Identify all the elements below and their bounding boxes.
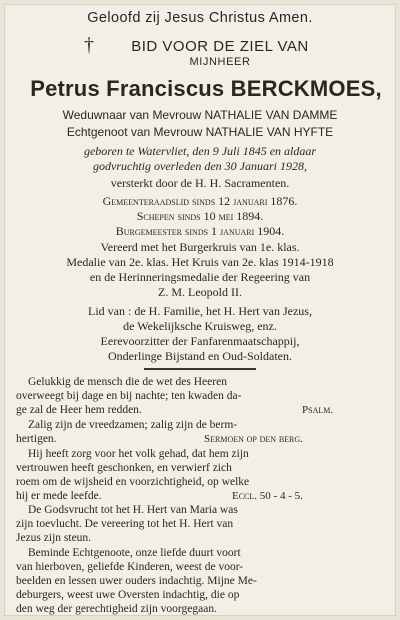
text-line: beelden en lessen uwer ouders indachtig. Mijne Me- xyxy=(16,575,257,587)
birth-line: geboren te Watervliet, den 9 Juli 1845 en aldaar xyxy=(83,144,317,158)
membership-line: Eerevoorzitter der Fanfarenmaatschappij, xyxy=(100,334,300,348)
citation: Eccl. 50 - 4 - 5. xyxy=(232,490,303,502)
honour-line: Z. M. Leopold II. xyxy=(158,285,242,299)
text-line: De Godsvrucht tot het H. Hert van Maria was xyxy=(28,504,238,516)
cross-icon: † xyxy=(84,34,94,56)
office-line: Burgemeester sinds 1 januari 1904. xyxy=(115,224,285,238)
text-line: zijn toevlucht. De vereering tot het H. Hert van xyxy=(16,518,234,530)
text-line: hertigen. xyxy=(16,433,57,445)
spouse-first: Weduwnaar van Mevrouw NATHALIE VAN DAMME xyxy=(62,108,338,122)
honour-line: en de Herinneringsmedalie der Regeering van xyxy=(89,270,311,284)
text-line: Gelukkig de mensch die de wet des Heeren xyxy=(28,376,227,388)
text-line: vertrouwen heeft geschonken, en verwierf zich xyxy=(16,462,232,474)
office-line: Schepen sinds 10 mei 1894. xyxy=(136,209,264,223)
text-line: hij er mede leefde. xyxy=(16,490,102,502)
text-line: van hierboven, geliefde Kinderen, weest de voor- xyxy=(16,561,244,573)
text-line: deburgers, weest uwe Oversten indachtig, die op xyxy=(16,589,240,601)
text-line: Jezus zijn steun. xyxy=(16,532,92,544)
membership-line: de Wekelijksche Kruisweg, enz. xyxy=(123,319,277,333)
text-line: Hij heeft zorg voor het volk gehad, dat hem zijn xyxy=(28,448,249,460)
memorial-card xyxy=(4,4,396,616)
text-line: ge zal de Heer hem redden. xyxy=(16,404,142,416)
text-line: overweegt bij dage en bij nachte; ten kwaden da- xyxy=(16,390,242,402)
spouse-second: Echtgenoot van Mevrouw NATHALIE VAN HYFTE xyxy=(66,125,334,139)
sacraments-line: versterkt door de H. H. Sacramenten. xyxy=(110,176,290,190)
citation: Psalm. xyxy=(302,404,334,416)
death-line: godvruchtig overleden den 30 Januari 1928, xyxy=(93,159,307,173)
deceased-name: Petrus Franciscus BERCKMOES, xyxy=(30,76,382,101)
salutation: MIJNHEER xyxy=(189,56,251,68)
text-line: Beminde Echtgenoote, onze liefde duurt voort xyxy=(28,547,241,559)
citation: Sermoen op den berg. xyxy=(204,433,303,445)
honour-line: Medalie van 2e. klas. Het Kruis van 2e. klas 1914-1918 xyxy=(66,255,334,269)
divider xyxy=(144,368,256,370)
membership-line: Onderlinge Bijstand en Oud-Soldaten. xyxy=(108,349,292,363)
heading: BID VOOR DE ZIEL VAN xyxy=(131,38,309,55)
honour-line: Vereerd met het Burgerkruis van 1e. klas. xyxy=(100,240,300,254)
membership-line: Lid van : de H. Familie, het H. Hert van Jezus, xyxy=(88,304,312,318)
motto: Geloofd zij Jesus Christus Amen. xyxy=(87,10,313,26)
text-line: roem om de wijsheid en voorzichtigheid, op welke xyxy=(16,476,250,488)
office-line: Gemeenteraadslid sinds 12 januari 1876. xyxy=(102,194,298,208)
text-line: den weg der gerechtigheid zijn voorgegaan. xyxy=(16,603,217,615)
text-line: Zalig zijn de vreedzamen; zalig zijn de berm- xyxy=(28,419,238,431)
